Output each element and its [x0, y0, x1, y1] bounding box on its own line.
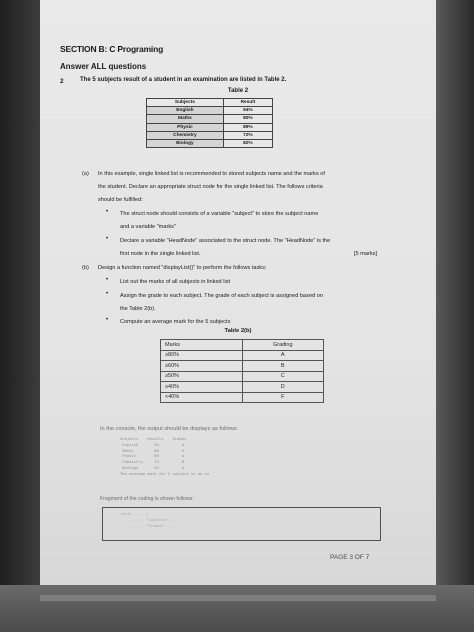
part-a-bullet-2-line-1: Declare a variable "HeadNode" associated to the struct node. The "HeadNode" is the	[120, 238, 331, 244]
table-header-row	[161, 340, 324, 351]
bullet-icon: •	[106, 277, 109, 283]
table-header-row	[147, 99, 273, 107]
marks-cell: ≥60%	[161, 361, 243, 372]
table-row	[147, 123, 273, 131]
table2-caption: Table 2	[227, 88, 249, 94]
part-a-line-1: In this example, single linked list is recommended to stored subjects name and the marks of	[98, 171, 325, 177]
desk-background-right	[436, 0, 474, 632]
grade-cell: F	[242, 392, 324, 403]
desk-background-left	[0, 0, 40, 632]
code-fragment: void ..... { ...... "Subjects" .... ...... "Grades" ....	[121, 511, 181, 528]
table-row	[147, 107, 273, 115]
table2b-caption: Table 2(b)	[224, 328, 252, 334]
console-output: Subjects Results Grades English 94 A Maths 80 A Physic 89 A Chemistry 72 B Biology 82 A The average mark for 5 subject is xx.xx	[120, 436, 210, 476]
fragment-intro: Fragment of the coding is shown follows:	[100, 496, 194, 502]
subject-cell: English	[147, 107, 224, 115]
part-a-line-2: the student. Declare an appropriate struct node for the single linked list. The follows criteria	[98, 184, 323, 190]
part-b-label: (b)	[82, 265, 89, 271]
table-row	[161, 371, 324, 382]
table-row	[147, 139, 273, 147]
result-cell: 80%	[223, 115, 272, 123]
code-fragment-box	[102, 507, 381, 541]
part-b-bullet-2-line-1: Assign the grade to each subject. The grade of each subject is assigned based on	[120, 293, 323, 299]
grade-cell: A	[242, 350, 324, 361]
bullet-icon: •	[106, 209, 109, 215]
table-row	[161, 361, 324, 372]
page-edge-shadow	[40, 595, 436, 601]
table-row	[161, 350, 324, 361]
header-grading: Grading	[242, 340, 324, 351]
part-a-bullet-1-line-2: and a variable "marks"	[120, 224, 176, 230]
header-subjects: Subjects	[147, 99, 224, 107]
part-a-line-3: should be fulfilled:	[98, 197, 143, 203]
part-b-line-1: Design a function named "displayList()" to perform the follows tasks:	[98, 265, 267, 271]
grading-table	[160, 339, 324, 403]
exam-paper	[40, 0, 436, 585]
result-cell: 82%	[223, 139, 272, 147]
desk-background-bottom	[0, 585, 474, 632]
bullet-icon: •	[106, 291, 109, 297]
subject-cell: Physic	[147, 123, 224, 131]
subject-cell: Chemistry	[147, 131, 224, 139]
marks-cell: ≥80%	[161, 350, 243, 361]
part-b-bullet-1: List out the marks of all subjects in linked list	[120, 279, 231, 285]
subject-cell: Biology	[147, 139, 224, 147]
result-cell: 94%	[223, 107, 272, 115]
marks-cell: ≥50%	[161, 371, 243, 382]
marks-cell: ≥40%	[161, 382, 243, 393]
grade-cell: B	[242, 361, 324, 372]
results-table	[146, 98, 273, 148]
subject-cell: Maths	[147, 115, 224, 123]
bullet-icon: •	[106, 236, 109, 242]
page-number: PAGE 3 OF 7	[330, 554, 370, 561]
console-intro: In the console, the output should be displays as follows:	[100, 426, 239, 432]
header-result: Result	[223, 99, 272, 107]
table-row	[161, 392, 324, 403]
part-a-bullet-1-line-1: The struct node should consists of a variable "subject" to store the subject name	[120, 211, 319, 217]
part-b-bullet-3: Compute an average mark for the 5 subjects	[120, 319, 231, 325]
question-text: The 5 subjects result of a student in an examination are listed in Table 2.	[80, 77, 287, 83]
marks-cell: <40%	[161, 392, 243, 403]
part-a-marks: [5 marks]	[354, 251, 378, 257]
table-row	[147, 131, 273, 139]
bullet-icon: •	[106, 317, 109, 323]
question-number: 2	[60, 78, 64, 85]
header-marks: Marks	[161, 340, 243, 351]
grade-cell: D	[242, 382, 324, 393]
part-b-bullet-2-line-2: the Table 2(b).	[120, 306, 156, 312]
result-cell: 72%	[223, 131, 272, 139]
part-a-bullet-2-line-2: first node in the single linked list.	[120, 251, 201, 257]
table-row	[161, 382, 324, 393]
part-a-label: (a)	[82, 171, 89, 177]
table-row	[147, 115, 273, 123]
grade-cell: C	[242, 371, 324, 382]
result-cell: 89%	[223, 123, 272, 131]
section-title: SECTION B: C Programing	[60, 44, 164, 54]
answer-all-instruction: Answer ALL questions	[60, 62, 147, 71]
